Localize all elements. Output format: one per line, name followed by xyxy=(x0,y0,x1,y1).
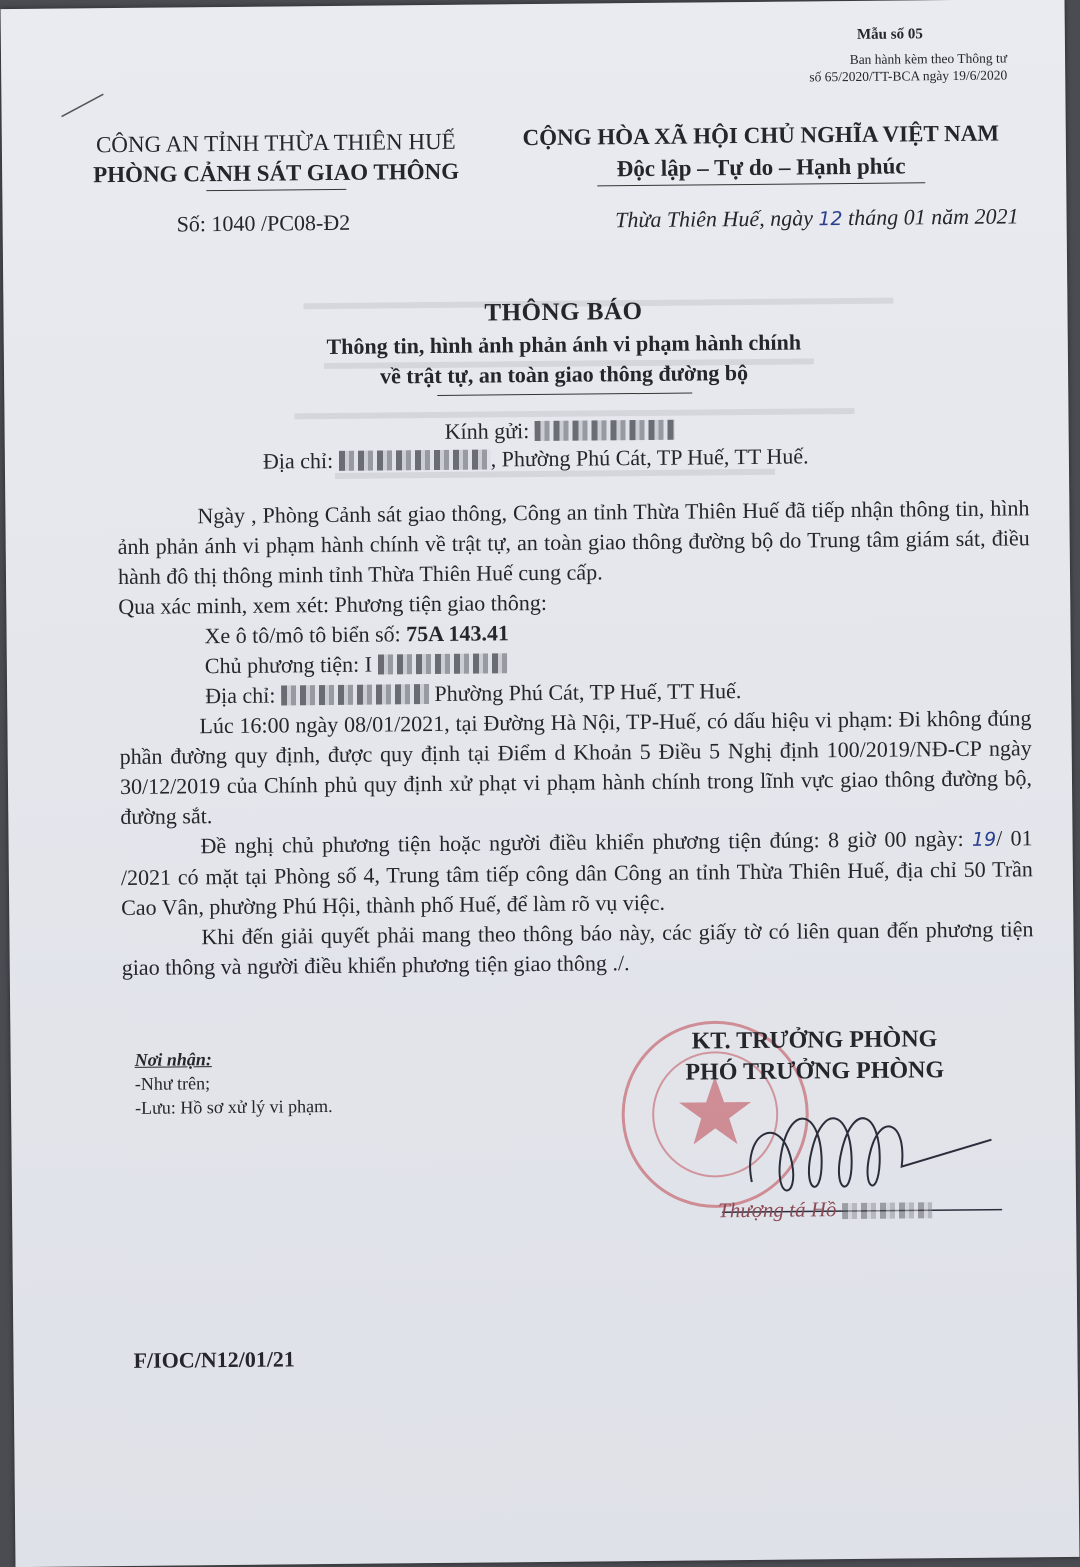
redacted-address xyxy=(339,449,491,470)
appointment-day-handwritten: 19 xyxy=(971,828,997,851)
recipient-line xyxy=(445,417,675,445)
plate-number: 75A 143.41 xyxy=(406,620,510,647)
form-number: Mẫu số 05 xyxy=(856,26,923,43)
notice-title xyxy=(203,292,924,398)
signature-title-line1: KT. TRƯỞNG PHÒNG xyxy=(691,1026,938,1055)
notice-body xyxy=(117,493,1034,983)
appointment-text-a: Đề nghị chủ phương tiện hoặc người điều khiển phương tiện đúng: 8 giờ 00 ngày: xyxy=(200,825,964,859)
signer-rank-name: Thượng tá Hồ xyxy=(717,1197,837,1223)
issuer-line1: CÔNG AN TỈNH THỪA THIÊN HUẾ xyxy=(95,128,456,158)
address-label: Địa chỉ: xyxy=(262,447,334,474)
title-main: THÔNG BÁO xyxy=(484,297,643,327)
distribution-item-1: -Như trên; xyxy=(134,1073,211,1094)
date-day-handwritten: 12 xyxy=(818,208,843,231)
national-header xyxy=(486,117,1037,187)
body-paragraph-3: Lúc 16:00 ngày 08/01/2021, tại Đường Hà Nội, TP-Huế, có dấu hiệu vi phạm: Đi không đúng phần đường quy định, được quy định tại Điểm d Khoản 5 Điều 5 Nghị định 100/2019/NĐ-CP ngày 30/12/2019 của Chính phủ quy định xử phạt vi phạm hành chính trong lĩnh vực giao thông đường bộ, đường sắt. xyxy=(119,705,1033,830)
body-paragraph-1: Ngày , Phòng Cảnh sát giao thông, Công an tỉnh Thừa Thiên Huế đã tiếp nhận thông tin, hình ảnh phản ánh vi phạm hành chính về trật tự, an toàn giao thông đường bộ do Trung tâm giám sát, điều hành đô thị thông minh tỉnh Thừa Thiên Huế cung cấp. xyxy=(117,495,1030,590)
date-prefix: Thừa Thiên Huế, ngày xyxy=(615,205,814,233)
title-sub2: về trật tự, an toàn giao thông đường bộ xyxy=(379,359,749,389)
issuer-header xyxy=(82,127,471,193)
owner-label: Chủ phương tiện: I xyxy=(204,651,373,679)
pen-stroke-mark xyxy=(55,84,115,125)
issuer-line2: PHÒNG CẢNH SÁT GIAO THÔNG xyxy=(93,158,460,188)
date-line xyxy=(615,203,1019,233)
body-paragraph-5: Khi đến giải quyết phải mang theo thông báo này, các giấy tờ có liên quan đến phương tiện giao thông và người điều khiển phương tiện giao thông ./. xyxy=(121,916,1034,981)
document-number: Số: 1040 /PC08-Đ2 xyxy=(176,209,351,237)
form-note-line1: Ban hành kèm theo Thông tư xyxy=(849,50,1008,67)
signer-name xyxy=(718,1196,932,1223)
distribution-heading: Nơi nhận: xyxy=(134,1049,212,1070)
distribution-item-2: -Lưu: Hồ sơ xử lý vi phạm. xyxy=(135,1096,333,1118)
form-note xyxy=(809,49,1007,85)
reference-code: F/IOC/N12/01/21 xyxy=(133,1346,295,1373)
title-sub1: Thông tin, hình ảnh phản ánh vi phạm hành chính xyxy=(326,329,802,360)
form-note-line2: số 65/2020/TT-BCA ngày 19/6/2020 xyxy=(809,67,1008,85)
issuer-underline xyxy=(206,189,346,191)
owner-address-label: Địa chỉ: xyxy=(205,682,276,709)
recipient-address-line xyxy=(263,443,809,474)
signature-title-line2: PHÓ TRƯỞNG PHÒNG xyxy=(685,1057,945,1086)
appointment-text-b: / 01 /2021 có mặt tại Phòng số 4, Trung tâm tiếp công dân Công an tỉnh Thừa Thiên Huế, địa chỉ 50 Trần Cao Vân, phường Phú Hội, thành phố Huế, để làm rõ vụ việc. xyxy=(120,825,1033,921)
owner-address-suffix: Phường Phú Cát, TP Huế, TT Huế. xyxy=(428,678,742,707)
body-paragraph-2: Qua xác minh, xem xét: Phương tiện giao thông: xyxy=(118,589,548,620)
date-month-year: tháng 01 năm 2021 xyxy=(847,203,1019,231)
redacted-owner-address xyxy=(281,684,429,705)
redacted-recipient-name xyxy=(535,420,675,441)
redacted-owner-name xyxy=(377,653,507,674)
national-line1: CỘNG HÒA XÃ HỘI CHỦ NGHĨA VIỆT NAM xyxy=(522,120,1000,151)
distribution-list xyxy=(135,1046,333,1120)
body-paragraph-4 xyxy=(120,823,1033,923)
notice-document xyxy=(1,0,1080,1567)
address-suffix: , Phường Phú Cát, TP Huế, TT Huế. xyxy=(490,443,809,472)
national-motto: Độc lập – Tự do – Hạnh phúc xyxy=(616,153,906,182)
redacted-signer-name xyxy=(842,1202,932,1219)
recipient-label: Kính gửi: xyxy=(444,418,530,444)
plate-label: Xe ô tô/mô tô biển số: xyxy=(204,621,401,649)
